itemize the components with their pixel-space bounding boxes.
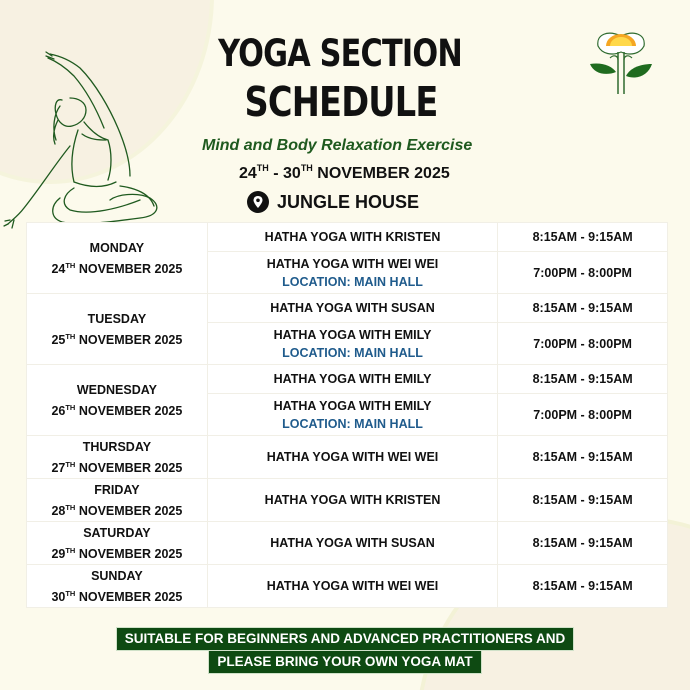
time-cell: 8:15AM - 9:15AM (498, 294, 668, 323)
time-cell: 7:00PM - 8:00PM (498, 323, 668, 365)
day-name: THURSDAY (82, 439, 152, 454)
time-cell: 7:00PM - 8:00PM (498, 252, 668, 294)
day-name: FRIDAY (94, 482, 140, 497)
date-range: 24TH - 30TH NOVEMBER 2025 (239, 163, 450, 182)
class-cell (207, 223, 497, 252)
schedule-row (27, 479, 668, 522)
day-date: 24TH NOVEMBER 2025 (51, 260, 183, 276)
class-cell (207, 323, 497, 365)
day-cell (27, 479, 208, 522)
class-name: HATHA YOGA WITH WEI WEI (266, 579, 439, 593)
yoga-woman-illustration (0, 48, 170, 233)
time-cell: 7:00PM - 8:00PM (498, 394, 668, 436)
class-cell (207, 365, 497, 394)
class-name: HATHA YOGA WITH EMILY (273, 372, 432, 386)
time-cell: 8:15AM - 9:15AM (498, 565, 668, 608)
day-name: WEDNESDAY (76, 382, 157, 397)
map-pin-icon (247, 191, 269, 213)
schedule-row (27, 522, 668, 565)
time-cell: 8:15AM - 9:15AM (498, 522, 668, 565)
time-cell: 8:15AM - 9:15AM (498, 365, 668, 394)
class-name: HATHA YOGA WITH EMILY (273, 398, 432, 413)
day-name: SUNDAY (91, 568, 143, 583)
class-name: HATHA YOGA WITH WEI WEI (266, 450, 439, 464)
schedule-row (27, 565, 668, 608)
class-cell (207, 294, 497, 323)
class-name: HATHA YOGA WITH SUSAN (270, 301, 435, 315)
day-cell (27, 365, 208, 436)
class-name: HATHA YOGA WITH KRISTEN (264, 230, 441, 244)
day-name: MONDAY (89, 240, 145, 255)
class-location: LOCATION: MAIN HALL (282, 274, 423, 289)
day-cell (27, 522, 208, 565)
time-cell: 8:15AM - 9:15AM (498, 223, 668, 252)
schedule-row (27, 294, 668, 323)
class-cell (207, 522, 497, 565)
day-date: 27TH NOVEMBER 2025 (51, 459, 183, 475)
class-name: HATHA YOGA WITH EMILY (273, 327, 432, 342)
class-cell (207, 436, 497, 479)
notice-banner (0, 627, 690, 674)
day-cell (27, 436, 208, 479)
class-location: LOCATION: MAIN HALL (282, 416, 423, 431)
day-date: 26TH NOVEMBER 2025 (51, 402, 183, 418)
day-date: 30TH NOVEMBER 2025 (51, 588, 183, 604)
notice-line-1: SUITABLE FOR BEGINNERS AND ADVANCED PRACTITIONERS AND (116, 627, 575, 651)
class-name: HATHA YOGA WITH WEI WEI (266, 256, 439, 271)
venue (247, 191, 419, 213)
day-cell (27, 294, 208, 365)
class-cell (207, 394, 497, 436)
class-location: LOCATION: MAIN HALL (282, 345, 423, 360)
day-name: SATURDAY (83, 525, 151, 540)
schedule-row (27, 365, 668, 394)
day-cell (27, 565, 208, 608)
class-name: HATHA YOGA WITH KRISTEN (264, 493, 441, 507)
day-date: 29TH NOVEMBER 2025 (51, 545, 183, 561)
class-name: HATHA YOGA WITH SUSAN (270, 536, 435, 550)
schedule-table (26, 222, 668, 608)
class-cell (207, 252, 497, 294)
notice-line-2: PLEASE BRING YOUR OWN YOGA MAT (208, 650, 481, 674)
day-cell (27, 223, 208, 294)
class-cell (207, 479, 497, 522)
page-title-line2: SCHEDULE (244, 78, 438, 126)
subtitle: Mind and Body Relaxation Exercise (202, 137, 473, 154)
schedule-row (27, 223, 668, 252)
time-cell: 8:15AM - 9:15AM (498, 436, 668, 479)
time-cell: 8:15AM - 9:15AM (498, 479, 668, 522)
class-cell (207, 565, 497, 608)
venue-name: JUNGLE HOUSE (277, 191, 420, 212)
day-name: TUESDAY (87, 311, 147, 326)
day-date: 28TH NOVEMBER 2025 (51, 502, 183, 518)
schedule-row (27, 436, 668, 479)
page-title-line1: YOGA SECTION (218, 32, 462, 75)
day-date: 25TH NOVEMBER 2025 (51, 331, 183, 347)
